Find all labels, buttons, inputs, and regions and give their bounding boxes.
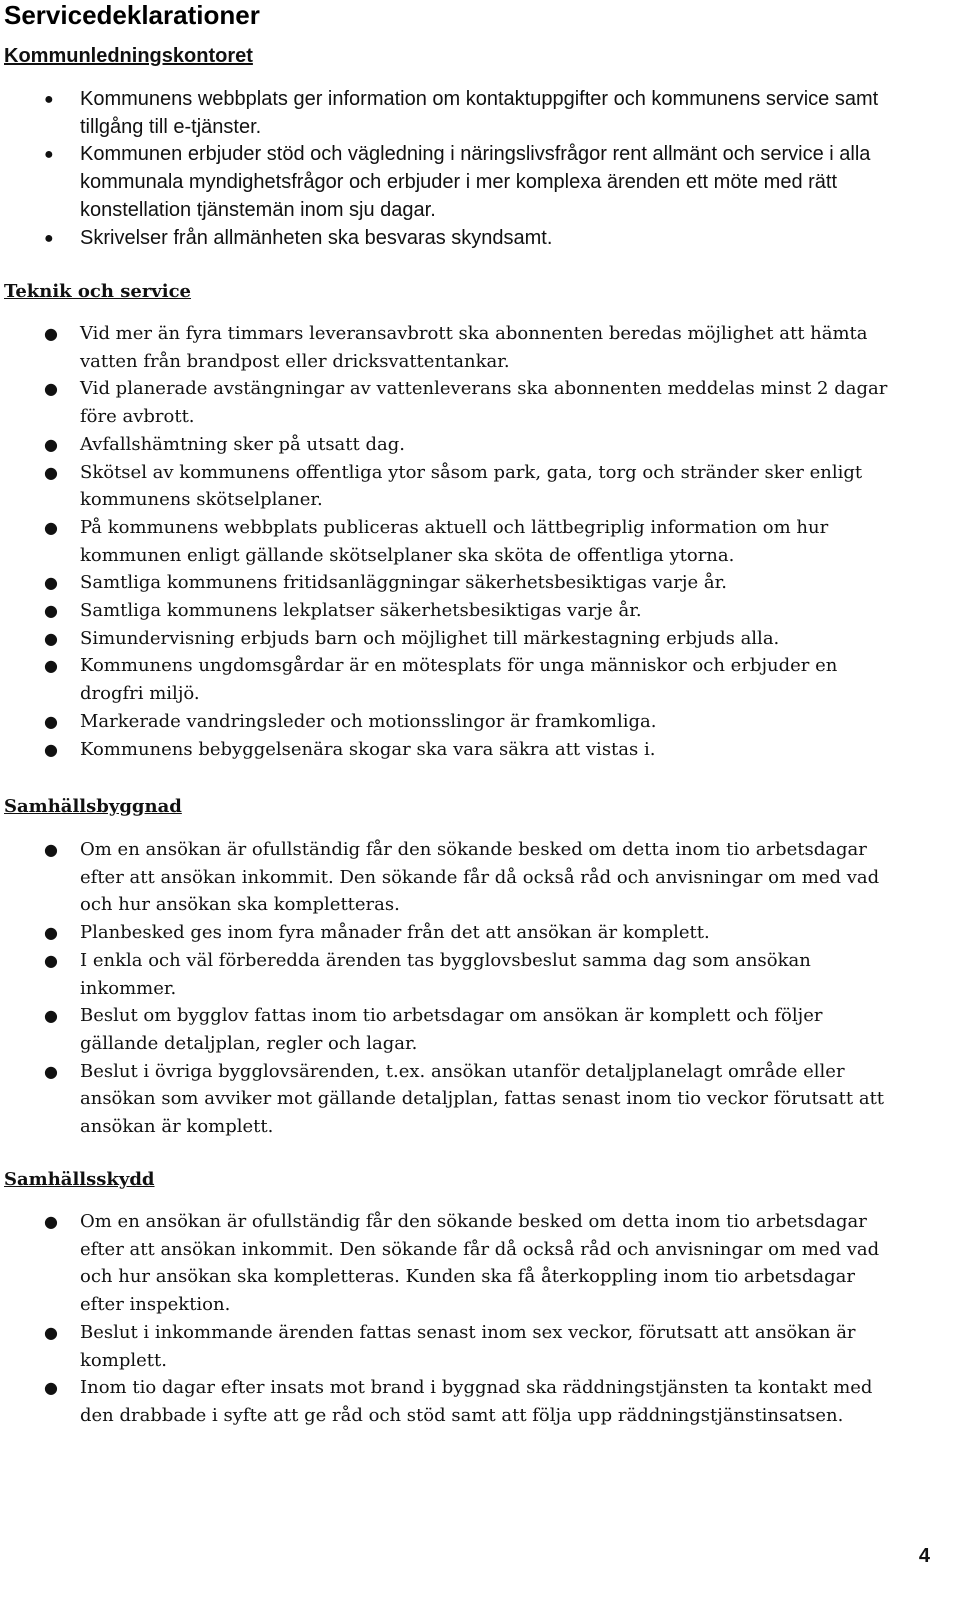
list-item [0, 320, 890, 375]
list-item [0, 736, 890, 764]
section-heading-samhallsskydd: Samhällsskydd [4, 1169, 155, 1190]
bullet-icon: ● [44, 1006, 58, 1026]
bullet-icon: ● [44, 840, 58, 859]
section-heading-teknik-och-service: Teknik och service [4, 281, 192, 302]
bullet-icon: ● [44, 462, 58, 482]
bullet-icon: ● [44, 434, 58, 454]
list-item [0, 1374, 890, 1429]
bullet-icon: ● [44, 601, 58, 621]
bullet-icon: ● [44, 229, 54, 247]
list-item [0, 919, 890, 947]
list-item-text: Beslut i inkommande ärenden fattas senast inom sex veckor, förutsatt att ansökan är komplett. [80, 1321, 856, 1371]
list-item [0, 1208, 890, 1319]
service-list-samhallsskydd [0, 1208, 890, 1430]
bullet-icon: ● [44, 628, 58, 648]
service-list-kommunledningskontoret [0, 86, 890, 252]
service-list-samhallsbyggnad [0, 836, 890, 1141]
list-item [0, 569, 890, 597]
list-item-text: Skötsel av kommunens offentliga ytor såsom park, gata, torg och stränder sker enligt kommunens skötselplaner. [80, 461, 863, 511]
service-list-teknik-och-service [0, 320, 890, 763]
list-item-text: På kommunens webbplats publiceras aktuell och lättbegriplig information om hur kommunen enligt gällande skötselplaner ska sköta de offentliga ytorna. [80, 516, 829, 566]
bullet-icon: ● [44, 923, 58, 943]
list-item [0, 1002, 890, 1057]
list-item [0, 597, 890, 625]
list-item-text: Kommunens webbplats ger information om kontaktuppgifter och kommunens service samt tillgång till e-tjänster. [80, 88, 879, 138]
list-item [0, 86, 890, 141]
list-item-text: Kommunen erbjuder stöd och vägledning i näringslivsfrågor rent allmänt och service i alla kommunala myndighetsfrågor och erbjuder i mer komplexa ärenden ett möte med rätt konstellation tjänstemän inom sju dagar. [80, 143, 871, 221]
bullet-icon: ● [44, 711, 58, 731]
bullet-icon: ● [44, 950, 58, 970]
list-item [0, 514, 890, 569]
list-item-text: Inom tio dagar efter insats mot brand i byggnad ska räddningstjänsten ta kontakt med den drabbade i syfte att ge råd och stöd samt att följa upp räddningstjänstinsatsen. [80, 1377, 873, 1426]
list-item [0, 1319, 890, 1374]
list-item [0, 459, 890, 514]
list-item [0, 375, 890, 430]
list-item-text: Om en ansökan är ofullständig får den sökande besked om detta inom tio arbetsdagar efter att ansökan inkommit. Den sökande får då också råd och anvisningar om med vad och hur ansökan ska kompletteras. [80, 839, 880, 916]
bullet-icon: ● [44, 517, 58, 537]
bullet-icon: ● [44, 1378, 58, 1398]
bullet-icon: ● [44, 656, 58, 676]
list-item-text: Om en ansökan är ofullständig får den sökande besked om detta inom tio arbetsdagar efter att ansökan inkommit. Den sökande får då också råd och anvisningar om med vad och hur ansökan ska kompletteras. Kunden ska få återkoppling inom tio arbetsdagar efter inspektion. [80, 1211, 880, 1316]
bullet-icon: ● [44, 739, 58, 759]
list-item [0, 431, 890, 459]
list-item-text: Vid mer än fyra timmars leveransavbrott ska abonnenten beredas möjlighet att hämta vatten från brandpost eller dricksvattentankar. [80, 323, 868, 372]
list-item-text: Beslut i övriga bygglovsärenden, t.ex. ansökan utanför detaljplanelagt område eller ansökan som avviker mot gällande detaljplan, fattas senast inom tio veckor förutsatt att ansökan är komplett. [80, 1060, 885, 1138]
list-item-text: Kommunens ungdomsgårdar är en mötesplats för unga människor och erbjuder en drogfri miljö. [80, 655, 838, 705]
list-item-text: Samtliga kommunens lekplatser säkerhetsbesiktigas varje år. [80, 600, 642, 622]
bullet-icon: ● [44, 91, 54, 108]
list-item [0, 625, 890, 653]
list-item-text: Planbesked ges inom fyra månader från det att ansökan är komplett. [80, 922, 710, 944]
section-heading-samhallsbyggnad: Samhällsbyggnad [4, 796, 182, 817]
bullet-icon: ● [44, 573, 58, 593]
list-item [0, 141, 890, 224]
bullet-icon: ● [44, 379, 58, 399]
list-item [0, 836, 890, 919]
list-item-text: Kommunens bebyggelsenära skogar ska vara säkra att vistas i. [80, 738, 656, 760]
list-item-text: Skrivelser från allmänheten ska besvaras skyndsamt. [80, 226, 553, 249]
list-item-text: Avfallshämtning sker på utsatt dag. [80, 433, 405, 455]
bullet-icon: ● [44, 1061, 58, 1081]
list-item-text: Vid planerade avstängningar av vattenleverans ska abonnenten meddelas minst 2 dagar före avbrott. [80, 378, 888, 428]
list-item-text: Beslut om bygglov fattas inom tio arbetsdagar om ansökan är komplett och följer gällande detaljplan, regler och lagar. [80, 1005, 823, 1054]
section-heading-kommunledningskontoret: Kommunledningskontoret [4, 45, 253, 67]
bullet-icon: ● [44, 1322, 58, 1342]
list-item-text: Simundervisning erbjuds barn och möjlighet till märkestagning erbjuds alla. [80, 627, 780, 649]
page-number: 4 [918, 1545, 930, 1567]
list-item-text: I enkla och väl förberedda ärenden tas bygglovsbeslut samma dag som ansökan inkommer. [80, 949, 811, 999]
bullet-icon: ● [44, 1212, 58, 1231]
bullet-icon: ● [44, 324, 58, 343]
list-item [0, 652, 890, 707]
bullet-icon: ● [44, 146, 54, 164]
list-item [0, 1058, 890, 1141]
list-item-text: Markerade vandringsleder och motionsslingor är framkomliga. [80, 710, 657, 732]
page-title: Servicedeklarationer [4, 0, 260, 30]
list-item [0, 225, 890, 253]
list-item [0, 708, 890, 736]
list-item [0, 947, 890, 1002]
list-item-text: Samtliga kommunens fritidsanläggningar säkerhetsbesiktigas varje år. [80, 572, 727, 594]
